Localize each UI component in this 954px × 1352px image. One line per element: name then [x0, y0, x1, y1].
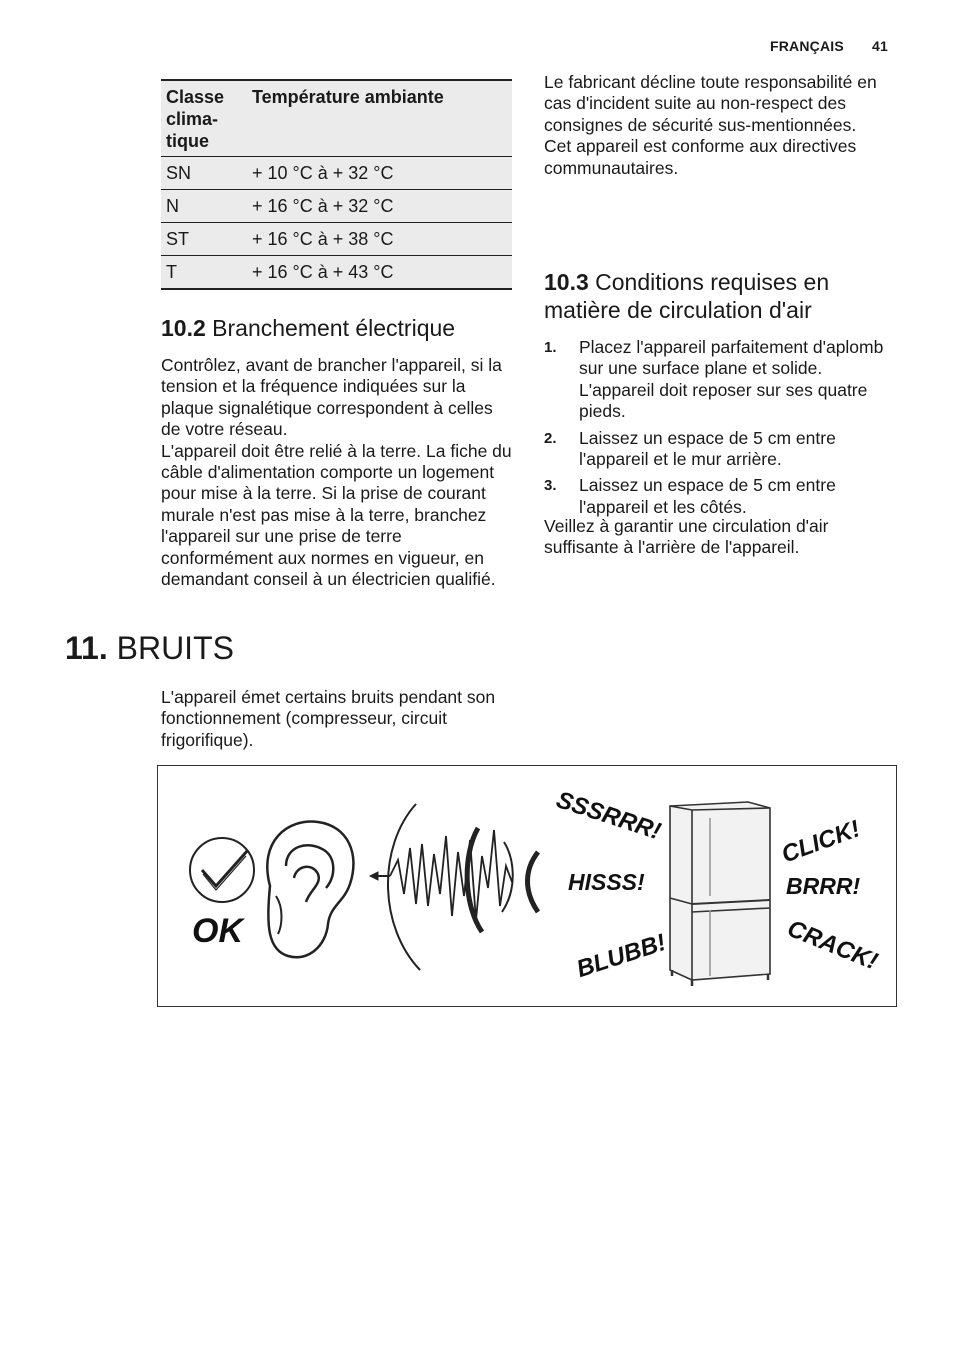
- ok-label: OK: [192, 912, 243, 950]
- paragraph: L'appareil doit être relié à la terre. La fiche du câble d'alimentation comporte un logement pour mise à la terre. Si la prise de courant murale n'est pas mise à la terre, branchez l'appareil sur une prise de terre conformément aux normes en vigueur, en demandant conseil à un électricien qualifié.: [161, 440, 512, 590]
- paragraph: Contrôlez, avant de brancher l'appareil, si la tension et la fréquence indiquées sur la plaque signalétique correspondent à celles de votre réseau.: [161, 355, 502, 440]
- list-item: [544, 337, 894, 423]
- page-header: [746, 38, 888, 54]
- section-number: 10.2: [161, 315, 206, 341]
- table-row: [161, 157, 512, 190]
- table-cell: + 16 °C à + 38 °C: [247, 223, 512, 256]
- section-number: 11.: [65, 630, 108, 666]
- airflow-steps-list: [544, 337, 894, 518]
- paragraph: L'appareil émet certains bruits pendant son fonctionnement (compresseur, circuit frigorifique).: [161, 687, 496, 750]
- ear-icon: [267, 822, 353, 958]
- sound-word: HISSS!: [568, 869, 645, 895]
- table-cell: ST: [161, 223, 247, 256]
- sound-word: BLUBB!: [573, 928, 670, 984]
- table-header-row: [161, 80, 512, 157]
- section-title: Branchement électrique: [212, 315, 456, 341]
- column-header-class: Classe clima- tique: [161, 80, 247, 157]
- fridge-icon: [670, 802, 770, 986]
- sound-word: CLICK!: [778, 815, 864, 869]
- table-cell: T: [161, 256, 247, 290]
- sound-word: SSSRRR!: [553, 786, 665, 846]
- step-text: Laissez un espace de 5 cm entre l'appareil et les côtés.: [579, 475, 836, 517]
- section-10-2-body: [161, 355, 512, 590]
- paragraph: Le fabricant décline toute responsabilité en cas d'incident suite au non-respect des consignes de sécurité sus-mentionnées.: [544, 72, 877, 135]
- column-header-temperature: Température ambiante: [247, 80, 512, 157]
- section-10-2-body-continued: [544, 72, 894, 179]
- section-10-3-heading: [544, 268, 894, 324]
- table-cell: + 16 °C à + 32 °C: [247, 190, 512, 223]
- table-cell: + 16 °C à + 43 °C: [247, 256, 512, 290]
- list-item: [544, 475, 894, 518]
- table-row: [161, 190, 512, 223]
- section-11-heading: [65, 628, 234, 668]
- table-row: [161, 256, 512, 290]
- section-number: 10.3: [544, 269, 589, 295]
- section-10-2-heading: [161, 314, 512, 342]
- climate-class-table: [161, 79, 512, 290]
- paragraph: Cet appareil est conforme aux directives communautaires.: [544, 136, 857, 178]
- table-cell: N: [161, 190, 247, 223]
- ok-check-icon: [190, 838, 254, 902]
- table-row: [161, 223, 512, 256]
- noise-illustration-drawing: [158, 766, 898, 1008]
- step-number: 1.: [544, 339, 557, 356]
- table-cell: SN: [161, 157, 247, 190]
- page-number: 41: [872, 38, 888, 54]
- sound-word: CRACK!: [783, 914, 882, 976]
- paragraph: Veillez à garantir une circulation d'air suffisante à l'arrière de l'appareil.: [544, 516, 829, 558]
- step-number: 3.: [544, 477, 557, 495]
- section-10-3-closing: [544, 516, 894, 559]
- noise-illustration: [157, 765, 897, 1007]
- sound-word: BRRR!: [786, 873, 861, 899]
- list-item: [544, 428, 894, 471]
- section-title: BRUITS: [116, 630, 234, 666]
- section-11-intro: [161, 687, 512, 751]
- sound-wave-icon: [370, 804, 538, 970]
- table-cell: + 10 °C à + 32 °C: [247, 157, 512, 190]
- step-text: Placez l'appareil parfaitement d'aplomb sur une surface plane et solide. L'appareil doit reposer sur ses quatre pieds.: [579, 337, 884, 422]
- step-number: 2.: [544, 429, 557, 447]
- step-text: Laissez un espace de 5 cm entre l'appareil et le mur arrière.: [579, 427, 836, 470]
- section-title: Conditions requises en matière de circulation d'air: [544, 269, 830, 323]
- language-label: FRANÇAIS: [769, 38, 844, 54]
